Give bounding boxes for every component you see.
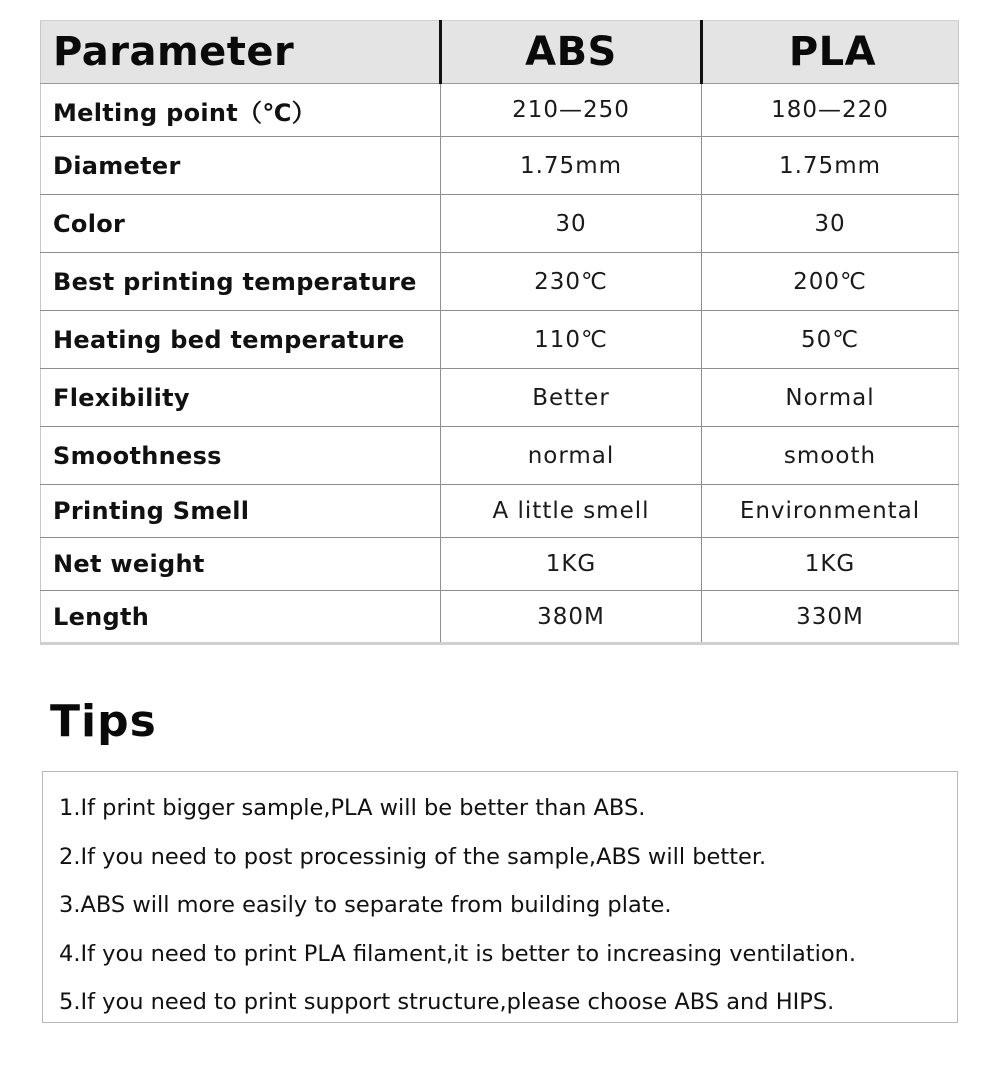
spec-comparison-table bbox=[40, 20, 959, 645]
table-row bbox=[41, 311, 959, 369]
row-abs-value: 110℃ bbox=[441, 311, 702, 369]
row-pla-value: 180—220 bbox=[702, 84, 959, 137]
tips-list bbox=[59, 784, 957, 1027]
table-row bbox=[41, 591, 959, 644]
tip-item: 5.If you need to print support structure,please choose ABS and HIPS. bbox=[59, 989, 835, 1015]
row-pla-value: 1.75mm bbox=[702, 137, 959, 195]
row-parameter: Diameter bbox=[41, 137, 441, 195]
header-abs: ABS bbox=[441, 21, 702, 84]
row-pla-value: 50℃ bbox=[702, 311, 959, 369]
row-parameter: Flexibility bbox=[41, 369, 441, 427]
table-row bbox=[41, 485, 959, 538]
table-row bbox=[41, 195, 959, 253]
row-abs-value: 380M bbox=[441, 591, 702, 644]
row-abs-value: 1.75mm bbox=[441, 137, 702, 195]
tips-box bbox=[42, 771, 958, 1023]
table-row bbox=[41, 538, 959, 591]
row-abs-value: 30 bbox=[441, 195, 702, 253]
row-pla-value: 330M bbox=[796, 603, 864, 630]
row-parameter: Net weight bbox=[41, 538, 441, 591]
row-abs-value: Better bbox=[441, 369, 702, 427]
tip-item: 2.If you need to post processinig of the sample,ABS will better. bbox=[59, 843, 767, 870]
header-parameter: Parameter bbox=[41, 21, 441, 84]
row-parameter: Heating bed temperature bbox=[41, 311, 441, 369]
row-pla-value: Normal bbox=[702, 369, 959, 427]
row-abs-value: A little smell bbox=[441, 485, 702, 538]
table-row bbox=[41, 253, 959, 311]
row-pla-value: smooth bbox=[702, 427, 959, 485]
header-pla: PLA bbox=[702, 21, 959, 84]
row-pla-value: 30 bbox=[702, 195, 959, 253]
table-header-row bbox=[41, 21, 959, 84]
row-parameter: Best printing temperature bbox=[41, 253, 441, 311]
row-pla-value: 200℃ bbox=[702, 253, 959, 311]
tip-item: 3.ABS will more easily to separate from building plate. bbox=[59, 892, 672, 918]
table-row bbox=[41, 84, 959, 137]
row-pla-value: 1KG bbox=[702, 538, 959, 591]
row-parameter: Length bbox=[41, 591, 441, 644]
row-parameter: Printing Smell bbox=[41, 485, 441, 538]
row-pla-value: Environmental bbox=[702, 485, 959, 538]
table-row bbox=[41, 369, 959, 427]
row-parameter: Smoothness bbox=[41, 427, 441, 485]
row-abs-value: 230℃ bbox=[441, 253, 702, 311]
tip-item: 4.If you need to print PLA filament,it is better to increasing ventilation. bbox=[59, 940, 857, 967]
row-parameter: Melting point（℃） bbox=[41, 84, 441, 137]
tips-heading: Tips bbox=[50, 696, 157, 747]
tip-item: 1.If print bigger sample,PLA will be better than ABS. bbox=[59, 795, 646, 821]
row-parameter: Color bbox=[41, 195, 441, 253]
row-abs-value: 210—250 bbox=[441, 84, 702, 137]
table-row bbox=[41, 137, 959, 195]
row-abs-value: normal bbox=[441, 427, 702, 485]
row-abs-value: 1KG bbox=[441, 538, 702, 591]
table-row bbox=[41, 427, 959, 485]
